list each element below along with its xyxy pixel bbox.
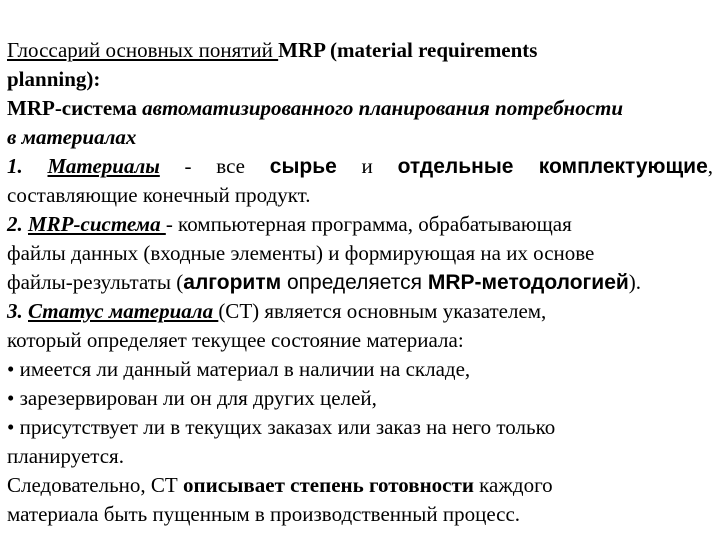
item-2-term: MRP-система [28,212,166,236]
conclusion [7,471,713,500]
conclusion-start: Следовательно, СТ [7,473,184,497]
item-2-number: 2. [7,212,28,236]
conclusion-line2: материала быть пущенным в производственный процесс. [7,502,521,526]
item-3-number: 3. [7,299,28,323]
item-2-line3-start: файлы-результаты ( [7,270,184,294]
item-2-methodology: MRP-методологией [427,271,629,294]
bullet-item-line2: планируется. [7,444,124,468]
definition-italic: автоматизированного планирования потребности [142,96,624,120]
bullet-item: • имеется ли данный материал в наличии на складе, [7,357,471,381]
item-1-text: - все [159,154,270,178]
item-1-mid: и [336,154,398,178]
slide-title-line2: planning): [7,67,101,91]
item-1-term: Материалы [47,154,160,178]
bullet-item: • зарезервирован ли он для других целей, [7,386,377,410]
conclusion-end: каждого [473,473,553,497]
item-1-number: 1. [7,154,48,178]
item-2 [7,210,713,239]
conclusion-bold: описывает степень готовности [183,473,474,497]
item-3-term: Статус материала [28,299,219,323]
title-underlined-text: Глоссарий основных понятий [7,38,279,62]
item-2-line2: файлы данных (входные элементы) и формирующая на их основе [7,241,595,265]
item-1-bold-raw: сырье [269,155,337,178]
item-1 [7,152,713,181]
slide-title [7,36,713,65]
title-bold-text: MRP (material requirements [278,38,538,62]
item-2-line3 [7,268,713,297]
item-1-bold-components: отдельные комплектующие [397,155,708,178]
item-2-algorithm: алгоритм [183,271,282,294]
item-3-line2: который определяет текущее состояние материала: [7,328,464,352]
definition-term: MRP-система [7,96,143,120]
item-2-text: - компьютерная программа, обрабатывающая [165,212,572,236]
item-2-line3-mid: определяется [281,271,428,294]
definition-line [7,94,713,123]
bullet-item: • присутствует ли в текущих заказах или заказ на него только [7,415,556,439]
item-2-line3-end: ). [628,270,642,294]
item-3-text: (СТ) является основным указателем, [218,299,547,323]
item-1-comma: , [707,154,714,178]
item-3 [7,297,713,326]
definition-line2: в материалах [7,125,137,149]
item-1-line2: составляющие конечный продукт. [7,183,311,207]
